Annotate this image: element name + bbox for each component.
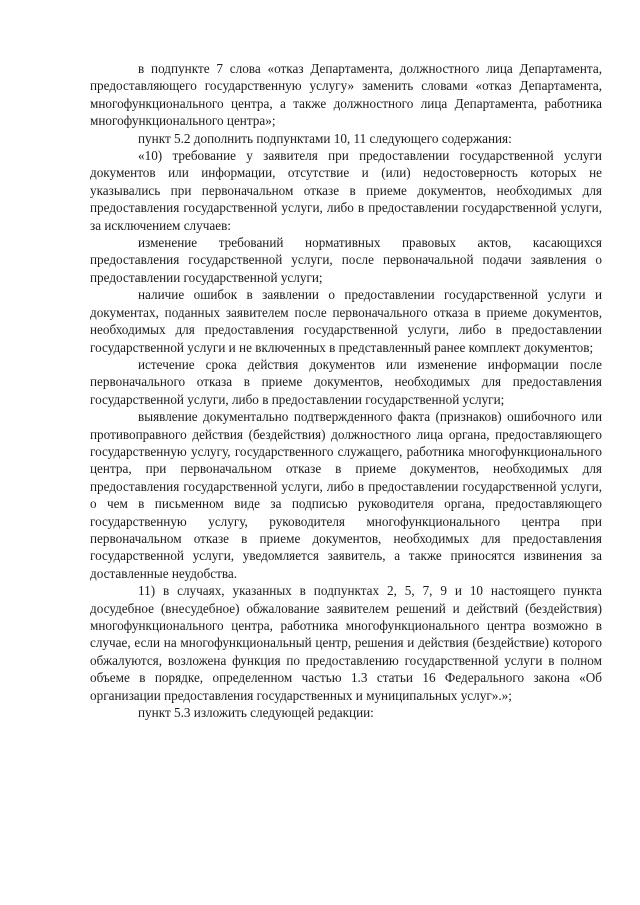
paragraph: «10) требование у заявителя при предоставлении государственной услуги документов или информации, отсутствие и (или) недостоверность которых не указывались при первоначальном отказе в приеме документов, необходимых для предоставления государственной услуги, либо в предоставлении государственной услуги, за исключением случаев: bbox=[90, 148, 602, 233]
paragraph: в подпункте 7 слова «отказ Департамента, должностного лица Департамента, предоставляющего государственную услугу» заменить словами «отказ Департамента, многофункционального центра, а также должностного лица Департамента, работника многофункционального центра»; bbox=[90, 61, 602, 129]
paragraph: изменение требований нормативных правовых актов, касающихся предоставления государственной услуги, после первоначальной подачи заявления о предоставлении государственной услуги; bbox=[90, 235, 602, 285]
paragraph: истечение срока действия документов или изменение информации после первоначального отказа в приеме документов, необходимых для предоставления государственной услуги, либо в предоставлении государственной услуги; bbox=[90, 356, 602, 407]
document-body bbox=[90, 60, 602, 721]
paragraph: пункт 5.2 дополнить подпунктами 10, 11 следующего содержания: bbox=[138, 130, 512, 146]
paragraph: выявление документально подтвержденного факта (признаков) ошибочного или противоправного действия (бездействия) должностного лица органа, предоставляющего государственную услугу, государственного служащего, работника многофункционального центра, при первоначальном отказе в приеме документов, необходимых для предоставления государственной услуги, либо в предоставлении государственной услуги, о чем в письменном виде за подписью руководителя органа, предоставляющего государственную услугу, руководителя многофункционального центра при первоначальном отказе в приеме документов, необходимых для предоставления государственной услуги, уведомляется заявитель, а также приносятся извинения за доставленные неудобства. bbox=[90, 409, 602, 581]
paragraph: пункт 5.3 изложить следующей редакции: bbox=[138, 705, 374, 721]
paragraph: наличие ошибок в заявлении о предоставлении государственной услуги и документах, поданных заявителем после первоначального отказа в приеме документов, необходимых для предоставления государственной услуги, либо в предоставлении государственной услуги и не включенных в представленный ранее комплект документов; bbox=[90, 287, 602, 355]
paragraph: 11) в случаях, указанных в подпунктах 2, 5, 7, 9 и 10 настоящего пункта досудебное (внесудебное) обжалование заявителем решений и действий (бездействия) многофункционального центра, работника многофункционального центра возможно в случае, если на многофункциональный центр, решения и действия (бездействие) которого обжалуются, возложена функция по предоставлению государственной услуги в полном объеме в порядке, определенном частью 1.3 статьи 16 Федерального закона «Об организации предоставления государственных и муниципальных услуг».»; bbox=[90, 583, 602, 703]
